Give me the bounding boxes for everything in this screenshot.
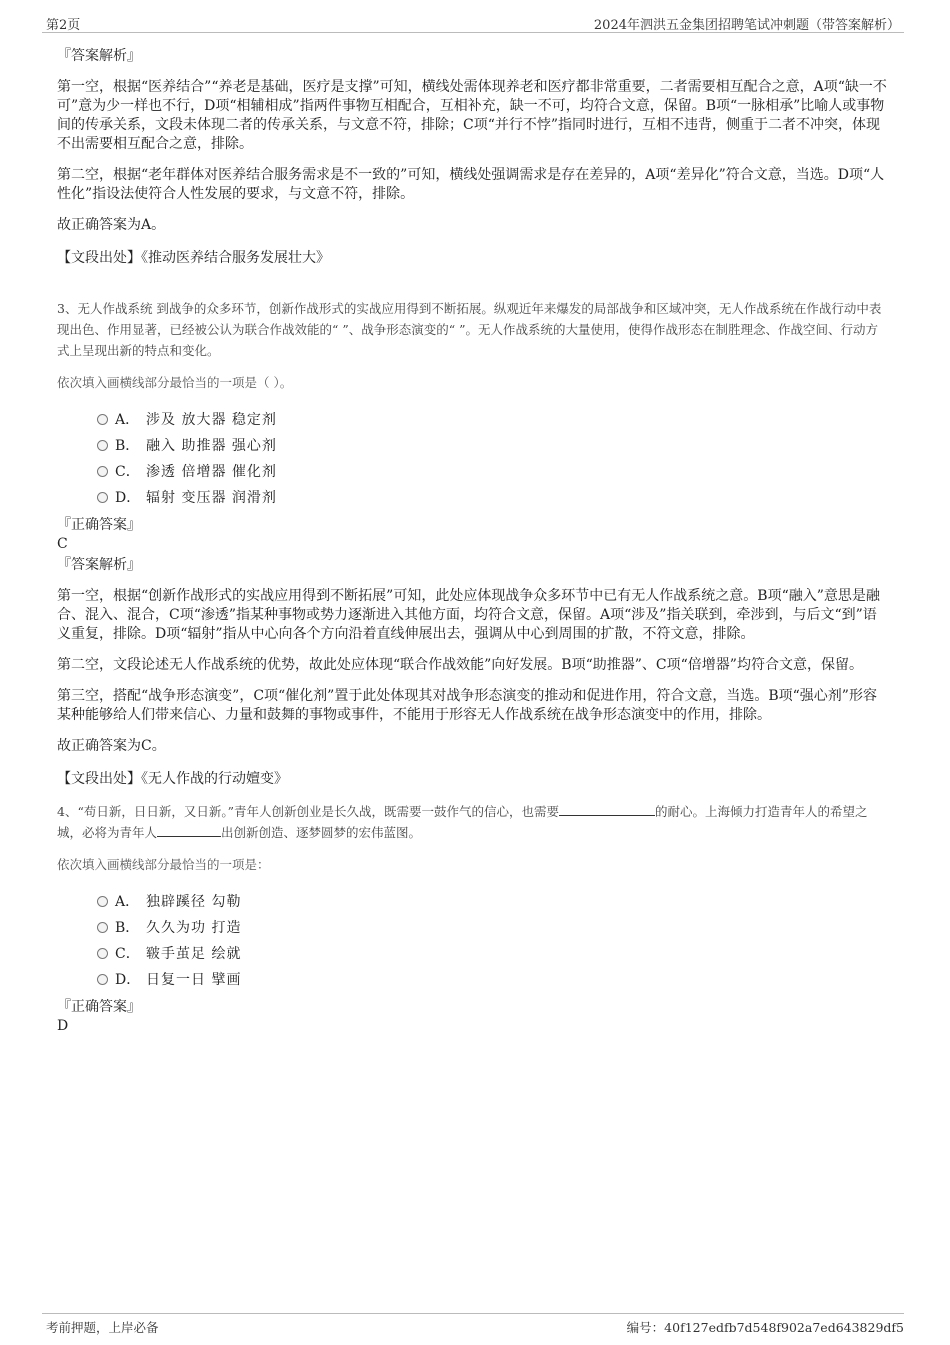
q3-option-a[interactable]: A． 涉及 放大器 稳定剂: [57, 407, 887, 433]
q4-stem: 4、“苟日新，日日新，又日新。”青年人创新创业是长久战，既需要一鼓作气的信心，也需要 的耐心。上海倾力打造青年人的希望之城，必将为青年人 出创新创造、逐梦圆梦的宏伟蓝图。: [57, 804, 868, 840]
q2-analysis-p1: 第一空，根据“医养结合”“养老是基础，医疗是支撑”可知，横线处需体现养老和医疗都非常重要，二者需要相互配合之意，A项“缺一不可”意为少一样也不行，D项“相辅相成”指两件事物互相配合，互相补充，缺一不可，均符合文意，保留。B项“一脉相承”比喻人或事物间的传承关系，文段未体现二者的传承关系，与文意不符，排除；C项“并行不悖”指同时进行，互相不违背，侧重于二者不冲突，体现不出需要相互配合之意，排除。: [57, 79, 887, 152]
footer-slogan: 考前押题，上岸必备: [46, 1320, 159, 1335]
radio-icon[interactable]: [97, 492, 108, 503]
q3-answer-label: 『正确答案』: [57, 517, 141, 533]
q2-conclusion: 故正确答案为A。: [57, 217, 166, 233]
page-header: [42, 12, 904, 33]
page-content: [57, 46, 887, 1035]
radio-icon[interactable]: [97, 466, 108, 477]
q3-answer: C: [57, 536, 68, 552]
q3-options: [57, 407, 887, 511]
document-code: [627, 1318, 904, 1336]
radio-icon[interactable]: [97, 414, 108, 425]
code-label: 编号：: [626, 1320, 665, 1335]
q2-analysis-label: 『答案解析』: [57, 48, 141, 64]
code-value: 40f127edfb7d548f902a7ed643829df5: [664, 1320, 904, 1335]
radio-icon[interactable]: [97, 922, 108, 933]
radio-icon[interactable]: [97, 440, 108, 451]
q4-blank-2: [157, 824, 221, 837]
q3-conclusion: 故正确答案为C。: [57, 738, 166, 754]
page-number: 第2页: [46, 18, 81, 33]
q4-options: [57, 889, 887, 993]
q3-prompt: 依次填入画横线部分最恰当的一项是（ ）。: [57, 375, 293, 390]
q3-source: 【文段出处】《无人作战的行动嬗变》: [57, 771, 288, 787]
radio-icon[interactable]: [97, 974, 108, 985]
q4-option-a[interactable]: A． 独辟蹊径 勾勒: [57, 889, 887, 915]
q3-option-c[interactable]: C． 渗透 倍增器 催化剂: [57, 459, 887, 485]
q3-option-d[interactable]: D． 辐射 变压器 润滑剂: [57, 485, 887, 511]
q3-stem: 3、无人作战系统 到战争的众多环节，创新作战形式的实战应用得到不断拓展。纵观近年来爆发的局部战争和区域冲突，无人作战系统在作战行动中表现出色、作用显著，已经被公认为联合作战效能的“ ”、战争形态演变的“ ”。无人作战系统的大量使用，使得作战形态在制胜理念、作战空间、行动方式上呈现出新的特点和变化。: [57, 301, 882, 358]
q3-analysis-label: 『答案解析』: [57, 557, 141, 573]
q3-option-b[interactable]: B． 融入 助推器 强心剂: [57, 433, 887, 459]
q4-option-c[interactable]: C． 皲手茧足 绘就: [57, 941, 887, 967]
q3-analysis-p3: 第三空，搭配“战争形态演变”，C项“催化剂”置于此处体现其对战争形态演变的推动和促进作用，符合文意，当选。B项“强心剂”形容某种能够给人们带来信心、力量和鼓舞的事物或事件，不能用于形容无人作战系统在战争形态演变中的作用，排除。: [57, 688, 877, 723]
q4-prompt: 依次填入画横线部分最恰当的一项是：: [57, 857, 270, 872]
radio-icon[interactable]: [97, 896, 108, 907]
q2-analysis-p2: 第二空，根据“老年群体对医养结合服务需求是不一致的”可知，横线处强调需求是存在差异的，A项“差异化”符合文意，当选。D项“人性化”指设法使符合人性发展的要求，与文意不符，排除。: [57, 167, 885, 202]
document-title: 2024年泗洪五金集团招聘笔试冲刺题（带答案解析）: [593, 18, 900, 33]
q3-analysis-p2: 第二空，文段论述无人作战系统的优势，故此处应体现“联合作战效能”向好发展。B项“助推器”、C项“倍增器”均符合文意，保留。: [57, 657, 863, 673]
q4-answer-label: 『正确答案』: [57, 999, 141, 1015]
radio-icon[interactable]: [97, 948, 108, 959]
page-footer: [42, 1313, 904, 1340]
q2-source: 【文段出处】《推动医养结合服务发展壮大》: [57, 250, 330, 266]
q4-option-b[interactable]: B． 久久为功 打造: [57, 915, 887, 941]
q3-analysis-p1: 第一空，根据“创新作战形式的实战应用得到不断拓展”可知，此处应体现战争众多环节中已有无人作战系统之意。B项“融入”意思是融合、混入、混合，C项“渗透”指某种事物或势力逐渐进入其他方面，均符合文意，保留。A项“涉及”指关联到，牵涉到，与后文“到”语义重复，排除。D项“辐射”指从中心向各个方向沿着直线伸展出去，强调从中心到周围的扩散，不符文意，排除。: [57, 588, 880, 642]
q4-option-d[interactable]: D． 日复一日 擘画: [57, 967, 887, 993]
q4-answer: D: [57, 1018, 69, 1034]
q4-blank-1: [559, 803, 655, 816]
